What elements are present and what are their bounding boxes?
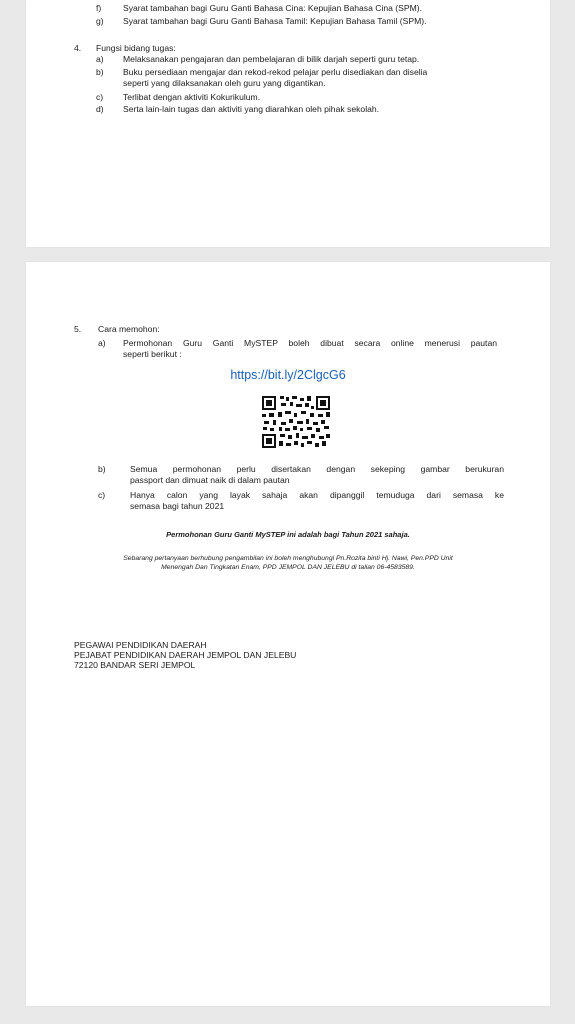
item-marker: g) xyxy=(96,16,104,26)
section-number: 5. xyxy=(74,324,82,334)
item-text: Serta lain-lain tugas dan aktiviti yang diarahkan oleh pihak sekolah. xyxy=(123,104,380,114)
item-marker: b) xyxy=(96,67,104,77)
item-text: seperti berikut : xyxy=(123,349,182,359)
section-title: Fungsi bidang tugas: xyxy=(96,43,176,53)
item-text: Terlibat dengan aktiviti Kokurikulum. xyxy=(123,92,261,102)
item-text: Semua permohonan perlu disertakan dengan sekeping gambar berukuran xyxy=(130,464,504,474)
signature-block xyxy=(74,640,296,670)
item-marker: b) xyxy=(98,464,106,474)
item-text: Permohonan Guru Ganti MySTEP boleh dibuat secara online menerusi pautan xyxy=(123,338,497,348)
enquiry-line-1: Sebarang pertanyaan berhubung pengambilan ini boleh menghubungi Pn.Rozita binti Hj. Nawi, Pen.PPD Unit xyxy=(123,555,453,562)
enquiry-line-2: Menengah Dan Tingkatan Enam, PPD JEMPOL DAN JELEBU di talian 06-4583589. xyxy=(161,564,415,571)
signature-address: 72120 BANDAR SERI JEMPOL xyxy=(74,660,196,670)
qr-code-icon xyxy=(260,394,332,450)
document-page-2 xyxy=(26,262,550,1006)
item-text: seperti yang dilaksanakan oleh guru yang digantikan. xyxy=(123,78,326,88)
item-marker: a) xyxy=(98,338,106,348)
item-marker: c) xyxy=(98,490,106,500)
item-text: Syarat tambahan bagi Guru Ganti Bahasa Cina: Kepujian Bahasa Cina (SPM). xyxy=(123,3,423,13)
document-page-1 xyxy=(26,0,550,247)
item-text: passport dan dimuat naik di dalam pautan xyxy=(130,475,290,485)
item-text: Syarat tambahan bagi Guru Ganti Bahasa Tamil: Kepujian Bahasa Tamil (SPM). xyxy=(123,16,427,26)
item-text: Hanya calon yang layak sahaja akan dipanggil temuduga dari semasa ke xyxy=(130,490,504,500)
item-marker: c) xyxy=(96,92,104,102)
section-title: Cara memohon: xyxy=(98,324,160,334)
enquiry-note xyxy=(26,554,550,572)
item-marker: a) xyxy=(96,54,104,64)
item-text: Buku persediaan mengajar dan rekod-rekod pelajar perlu disediakan dan diselia xyxy=(123,67,428,77)
item-marker: f) xyxy=(96,3,102,13)
item-text: Melaksanakan pengajaran dan pembelajaran di bilik darjah seperti guru tetap. xyxy=(123,54,420,64)
year-note: Permohonan Guru Ganti MySTEP ini adalah bagi Tahun 2021 sahaja. xyxy=(166,530,410,539)
section-number: 4. xyxy=(74,43,82,53)
item-marker: d) xyxy=(96,104,104,114)
application-link[interactable]: https://bit.ly/2ClgcG6 xyxy=(230,368,346,382)
signature-office: PEJABAT PENDIDIKAN DAERAH JEMPOL DAN JELEBU xyxy=(74,650,297,660)
item-text: semasa bagi tahun 2021 xyxy=(130,501,225,511)
signature-title: PEGAWAI PENDIDIKAN DAERAH xyxy=(74,640,207,650)
